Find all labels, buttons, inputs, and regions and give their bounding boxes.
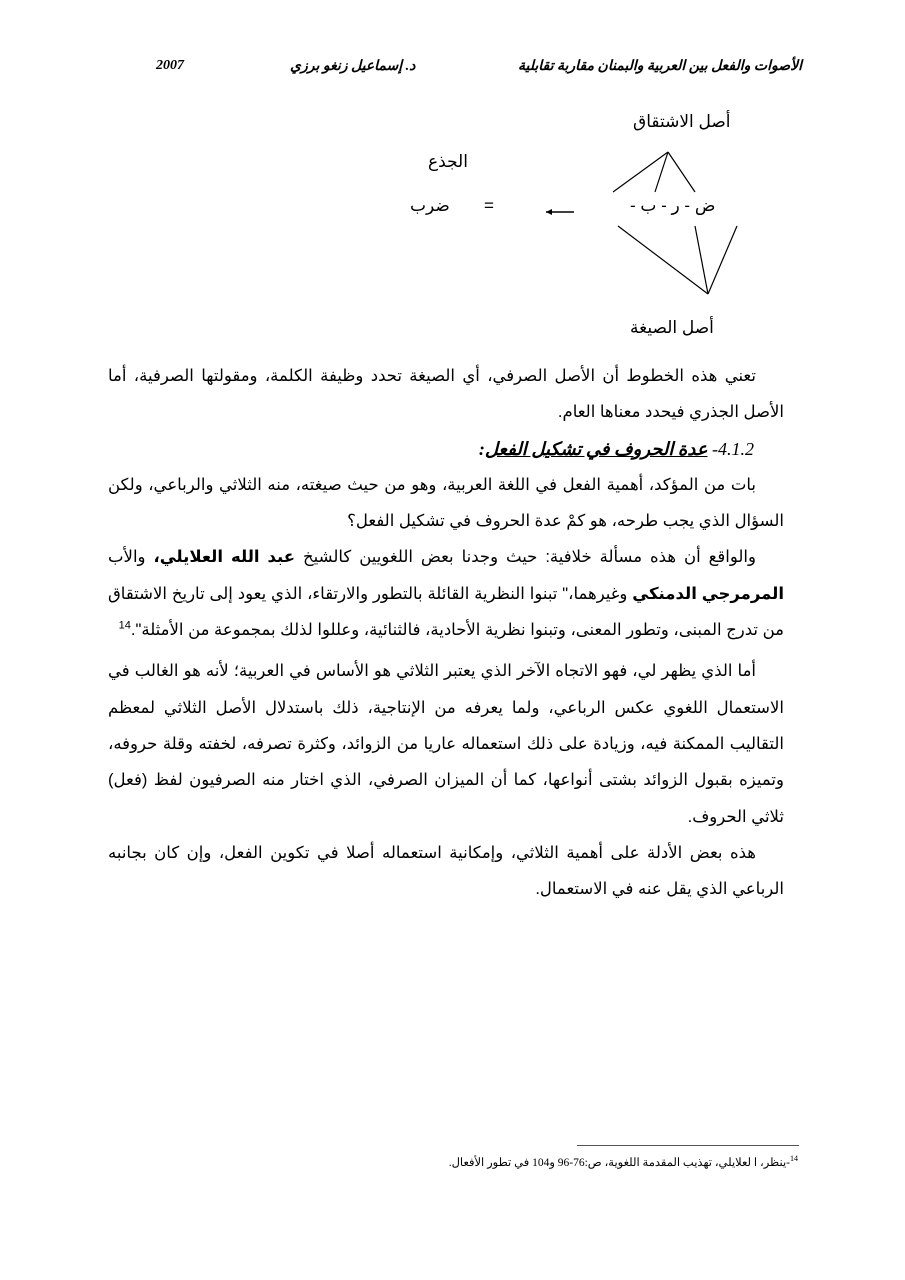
footnote-number: 14 [790,1154,798,1164]
paragraph-line: تعني هذه الخطوط أن الأصل الصرفي، أي الصيغة تحدد وظيفة الكلمة، ومقولتها [201,367,756,385]
author-name: المرمرجي الدمنكي [632,584,784,603]
header-author: د. إسماعيل زنغو برزي [290,59,416,74]
footnote-text: -ينظر، ا لعلايلي، تهذيب المقدمة اللغوية، ص:76-96 و104 في تطور الأفعال. [448,1157,790,1169]
section-title: عدة الحروف في تشكيل الفعل [484,438,708,459]
equals-sign: = [484,196,494,215]
author-name: عبد الله العلايلي، [153,548,296,567]
header-year: 2007 [156,58,184,73]
root-label: الجذع [428,152,468,171]
paragraph [108,358,784,431]
paragraph-line: الصرفية، أما الأصل الجذري فيحدد معناها العام. [108,367,784,422]
derivation-origin-label: أصل الاشتقاق [633,112,731,131]
paragraph-text: والأب [108,548,146,567]
paragraph: هذه بعض الأدلة على أهمية الثلاثي، وإمكانية استعماله أصلا في تكوين الفعل، وإن كان بجانبه الرباعي الذي يقل عنه في الاستعمال. [108,843,784,899]
root-letters: ض - ر - ب - [630,196,716,215]
section-heading [108,431,784,467]
paragraph-text: والواقع أن هذه مسألة خلافية: حيث وجدنا بعض اللغويين كالشيخ [303,548,756,567]
header-title: الأصوات والفعل بين العربية والبمنان مقاربة تقابلية [518,59,802,74]
paragraph [108,539,784,648]
footnote [300,1155,798,1169]
paragraph-text: وغيرهما،" تبنوا النظرية القائلة بالتطور والارتقاء، الذي يعود إلى تاريخ الاشتقاق من تدرج المبنى، وتطور المعنى، وتبنوا نظرية الأحادية، فالثنائية، وعللوا لذلك بمجموعة من الأمثلة". [108,584,784,640]
paragraph: بات من المؤكد، أهمية الفعل في اللغة العربية، وهو من حيث صيغته، منه الثلاثي والرباعي، ولكن السؤال الذي يجب طرحه، هو كمْ عدة الحروف في تشكيل الفعل؟ [108,475,784,531]
footnote-divider [577,1145,799,1146]
form-origin-label: أصل الصيغة [630,318,714,337]
derivation-diagram [380,100,780,350]
page-header [150,58,802,82]
word-label: ضرب [410,196,450,215]
paragraph: أما الذي يظهر لي، فهو الاتجاه الآخر الذي يعتبر الثلاثي هو الأساس في العربية؛ لأنه هو الغالب في الاستعمال اللغوي عكس الرباعي، ولما يعرفه من الإنتاجية، ذلك باستدلال الأصل الثلاثي لمعظم التقاليب الممكنة فيه، وزيادة على ذلك استعماله عاريا من الزوائد، وكثرة تصرفه، لخفته وقلة حروفه، وتميزه بقبول الزوائد بشتى أنواعها، كما أن الميزان الصرفي، الذي اختار منه الصرفيون لفظ (فعل) ثلاثي الحروف. [108,662,784,826]
footnote-reference: 14 [118,619,131,632]
diagram-lines [380,100,780,350]
section-number: 4.1.2- [712,438,754,459]
section-colon: : [478,438,485,459]
body-text [108,358,784,907]
